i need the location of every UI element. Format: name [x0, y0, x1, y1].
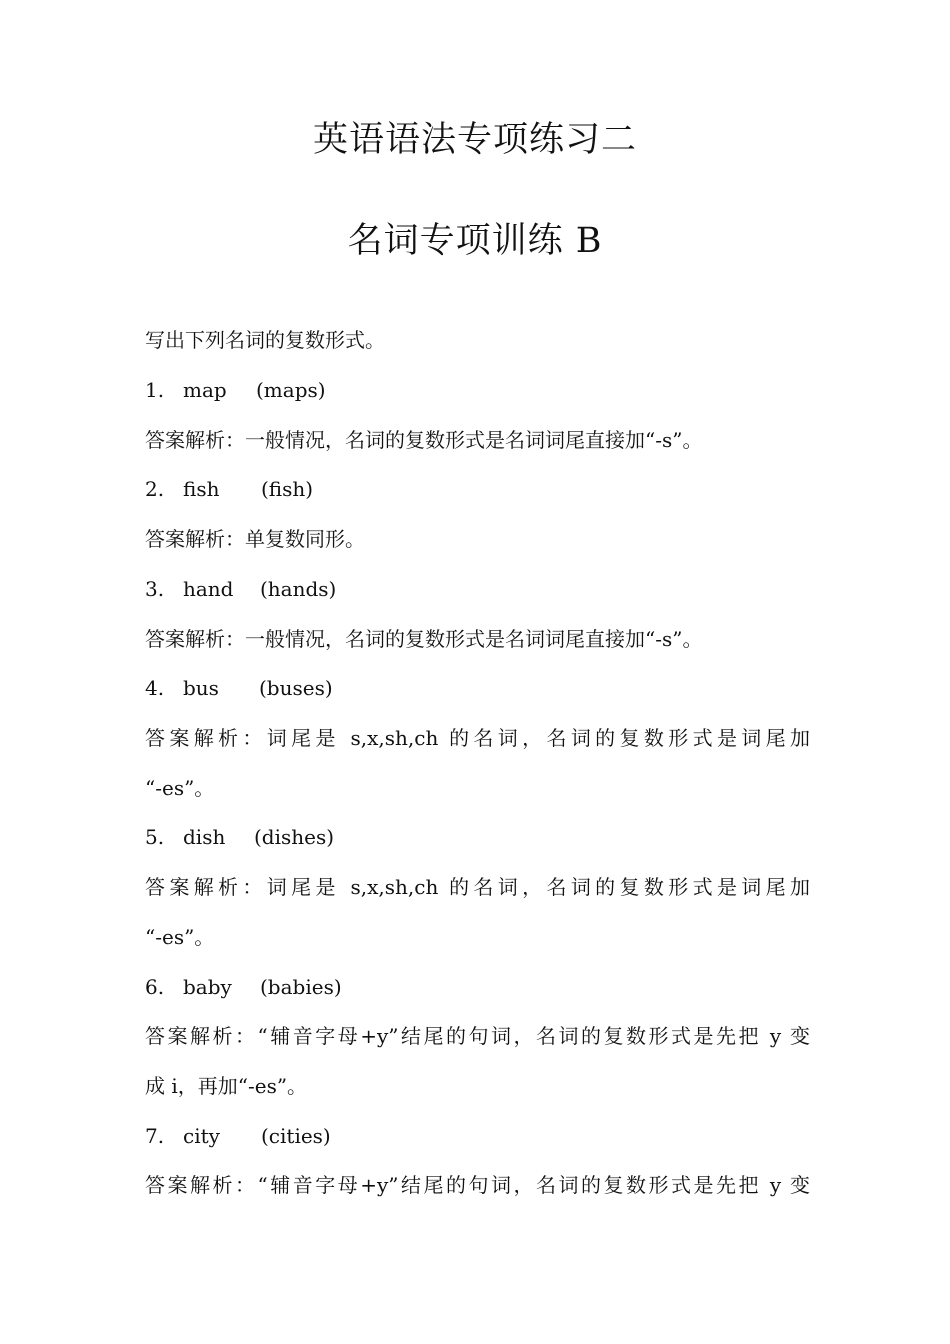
analysis-line: 答案解析：一般情况，名词的复数形式是名词词尾直接加“-s”。 — [145, 627, 703, 651]
item-word: bus — [183, 676, 219, 700]
analysis-line: 成 i，再加“-es”。 — [145, 1074, 308, 1098]
page-subtitle: 名词专项训练 B — [347, 221, 603, 261]
analysis-line: 答案解析：词尾是 s,x,sh,ch 的名词，名词的复数形式是词尾加 — [145, 726, 810, 750]
item-number: 5. — [145, 825, 165, 849]
item-number: 1. — [145, 378, 165, 402]
item-number: 4. — [145, 676, 165, 700]
analysis-line: 答案解析：“辅音字母+y”结尾的句词，名词的复数形式是先把 y 变 — [145, 1024, 810, 1048]
item-number: 2. — [145, 477, 165, 501]
instruction-text: 写出下列名词的复数形式。 — [145, 328, 385, 352]
exercise-item — [145, 375, 810, 405]
analysis-line: 答案解析：单复数同形。 — [145, 527, 365, 551]
item-number: 6. — [145, 975, 165, 999]
analysis-line: 答案解析：“辅音字母+y”结尾的句词，名词的复数形式是先把 y 变 — [145, 1173, 810, 1197]
item-answer: (maps) — [256, 378, 326, 402]
item-answer: (babies) — [260, 975, 342, 999]
item-number: 7. — [145, 1124, 165, 1148]
exercise-item — [145, 574, 810, 604]
analysis-line: “-es”。 — [145, 776, 215, 800]
exercise-item — [145, 822, 810, 852]
analysis-line: 答案解析：一般情况，名词的复数形式是名词词尾直接加“-s”。 — [145, 428, 703, 452]
item-word: hand — [183, 577, 234, 601]
exercise-item — [145, 474, 810, 504]
exercise-item — [145, 972, 810, 1002]
analysis-line: “-es”。 — [145, 925, 215, 949]
page-title: 英语语法专项练习二 — [312, 120, 637, 160]
item-word: dish — [183, 825, 226, 849]
item-word: baby — [183, 975, 232, 999]
item-answer: (dishes) — [254, 825, 335, 849]
item-word: city — [183, 1124, 220, 1148]
exercise-item — [145, 673, 810, 703]
item-answer: (buses) — [259, 676, 333, 700]
item-word: map — [183, 378, 227, 402]
item-number: 3. — [145, 577, 165, 601]
item-word: fish — [183, 477, 220, 501]
exercise-item — [145, 1121, 810, 1151]
item-answer: (fish) — [261, 477, 314, 501]
item-answer: (cities) — [261, 1124, 331, 1148]
item-answer: (hands) — [260, 577, 337, 601]
analysis-line: 答案解析：词尾是 s,x,sh,ch 的名词，名词的复数形式是词尾加 — [145, 875, 810, 899]
